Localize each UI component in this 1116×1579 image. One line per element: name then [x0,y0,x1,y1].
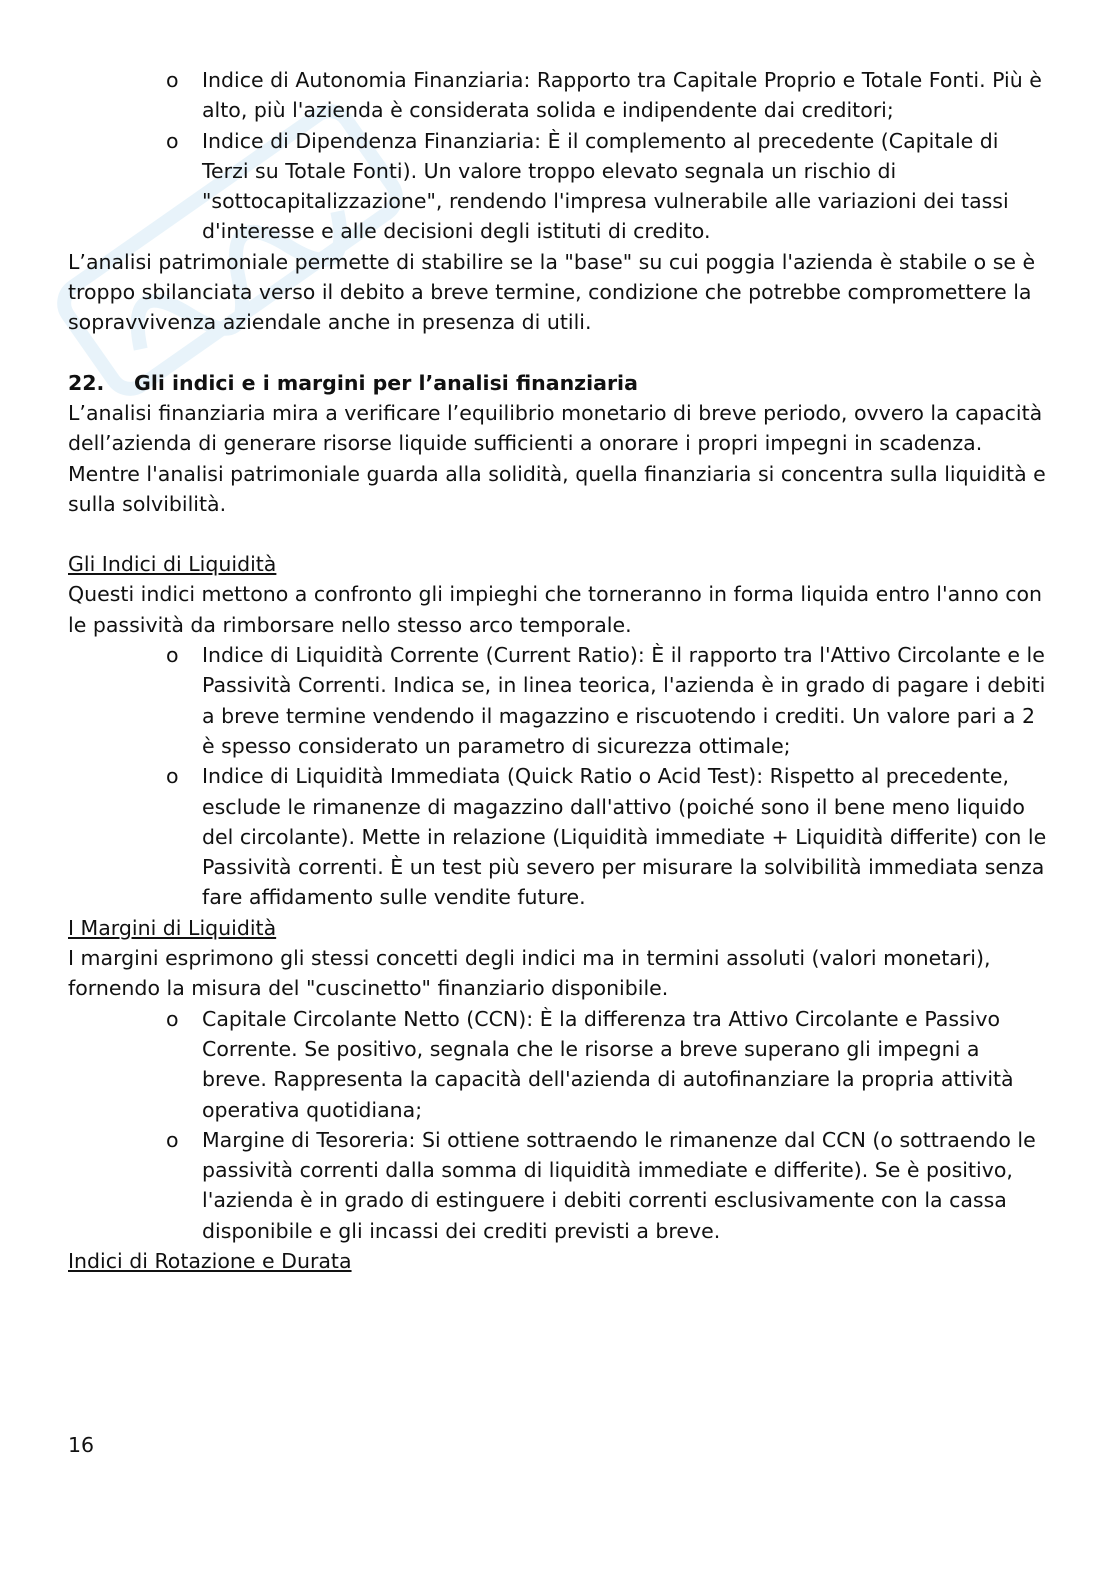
subheading-liquidity-indices: Gli Indici di Liquidità [68,552,277,577]
section-title: Gli indici e i margini per l’analisi finanziaria [134,370,638,395]
section-number: 22. [68,370,105,395]
list-item [68,640,1048,761]
list-item-text: Capitale Circolante Netto (CCN): È la differenza tra Attivo Circolante e Passivo Corrente. Se positivo, segnala che le risorse a breve superano gli impegni a breve. Rappresenta la capacità dell'azienda di autofinanziare la propria attività operativa quotidiana; [202,1006,1014,1122]
list-item [68,126,1048,247]
liquidity-margins-intro: I margini esprimono gli stessi concetti degli indici ma in termini assoluti (valori monetari), fornendo la misura del "cuscinetto" finanziario disponibile. [68,946,991,1001]
list-item [68,1004,1048,1125]
list-item-text: Margine di Tesoreria: Si ottiene sottraendo le rimanenze dal CCN (o sottraendo le passività correnti dalla somma di liquidità immediate e differite). Se è positivo, l'azienda è in grado di estinguere i debiti correnti esclusivamente con la cassa disponibile e gli incassi dei crediti previsti a breve. [202,1127,1036,1243]
list-item [68,1125,1048,1246]
list-item-text: Indice di Dipendenza Finanziaria: È il complemento al precedente (Capitale di Terzi su Totale Fonti). Un valore troppo elevato segnala un rischio di "sottocapitalizzazione", rendendo l'impresa vulnerabile alle variazioni dei tassi d'interesse e alle decisioni degli istituti di credito. [202,128,1009,244]
section-intro: L’analisi finanziaria mira a verificare l’equilibrio monetario di breve periodo, ovvero la capacità dell’azienda di generare risorse liquide sufficienti a onorare i propri impegni in scadenza. Mentre l'analisi patrimoniale guarda alla solidità, quella finanziaria si concentra sulla liquidità e sulla solvibilità. [68,400,1046,516]
list-item [68,761,1048,912]
list-item-text: Indice di Liquidità Corrente (Current Ratio): È il rapporto tra l'Attivo Circolante e le Passività Correnti. Indica se, in linea teorica, l'azienda è in grado di pagare i debiti a breve termine vendendo il magazzino e riscuotendo i crediti. Un valore pari a 2 è spesso considerato un parametro di sicurezza ottimale; [202,643,1046,758]
paragraph-patrimoniale: L’analisi patrimoniale permette di stabilire se la "base" su cui poggia l'azienda è stabile o se è troppo sbilanciata verso il debito a breve termine, condizione che potrebbe compromettere la sopravvivenza aziendale anche in presenza di utili. [68,249,1036,335]
bullet-marker: o [166,1127,179,1152]
bullet-marker: o [166,643,179,668]
subheading-rotation: Indici di Rotazione e Durata [68,1248,352,1273]
list-item [68,65,1048,126]
page-number: 16 [68,1433,95,1457]
section-heading [68,368,1048,398]
list-item-text: Indice di Liquidità Immediata (Quick Ratio o Acid Test): Rispetto al precedente, esclude le rimanenze di magazzino dall'attivo (poiché sono il bene meno liquido del circolante). Mette in relazione (Liquidità immediate + Liquidità differite) con le Passività correnti. È un test più severo per misurare la solvibilità immediata senza fare affidamento sulle vendite future. [202,764,1047,910]
document-page [68,65,1048,1276]
list-item-text: Indice di Autonomia Finanziaria: Rapporto tra Capitale Proprio e Totale Fonti. Più è alto, più l'azienda è considerata solida e indipendente dai creditori; [202,68,1042,123]
bullet-marker: o [166,1006,179,1031]
bullet-marker: o [166,128,179,153]
subheading-liquidity-margins: I Margini di Liquidità [68,915,277,940]
liquidity-indices-intro: Questi indici mettono a confronto gli impieghi che torneranno in forma liquida entro l'anno con le passività da rimborsare nello stesso arco temporale. [68,582,1043,637]
bullet-marker: o [166,68,179,92]
bullet-marker: o [166,764,179,789]
